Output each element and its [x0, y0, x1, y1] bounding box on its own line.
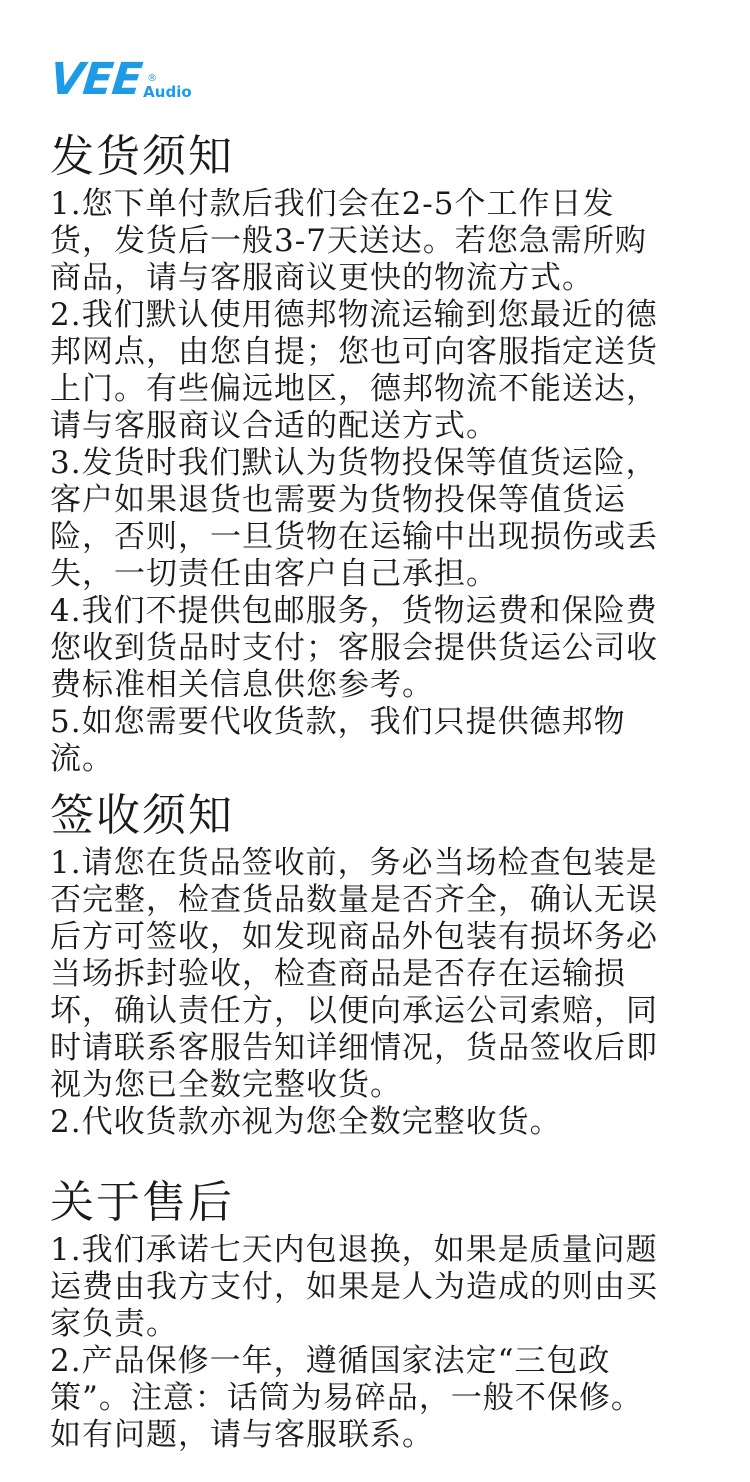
- paragraph-item: 1.我们承诺七天内包退换，如果是质量问题 运费由我方支付，如果是人为造成的则由买 家负责。: [50, 1232, 658, 1342]
- logo-wordmark: VEE: [47, 54, 144, 105]
- section-receiving-notice: [50, 787, 700, 1141]
- section-title: 发货须知: [50, 131, 234, 182]
- paragraph-item: 4.我们不提供包邮服务，货物运费和保险费 您收到货品时支付；客服会提供货运公司收 费标准相关信息供您参考。: [50, 593, 658, 703]
- paragraph-item: 1.您下单付款后我们会在2-5个工作日发 货，发货后一般3-7天送达。若您急需所购 商品，请与客服商议更快的物流方式。: [50, 186, 647, 296]
- section-after-sales: [50, 1174, 700, 1454]
- logo-registered-mark: ®: [147, 73, 158, 84]
- paragraph-item: 2.产品保修一年，遵循国家法定“三包政 策”。注意：话筒为易碎品，一般不保修。 如有问题，请与客服联系。: [50, 1343, 643, 1453]
- paragraph-item: 2.代收货款亦视为您全数完整收货。: [50, 1104, 562, 1140]
- section-title: 关于售后: [50, 1177, 234, 1228]
- paragraph-item: 2.我们默认使用德邦物流运输到您最近的德 邦网点，由您自提；您也可向客服指定送货 上门。有些偏远地区，德邦物流不能送达， 请与客服商议合适的配送方式。: [50, 297, 658, 444]
- brand-logo: [47, 54, 192, 105]
- paragraph-item: 1.请您在货品签收前，务必当场检查包装是 否完整，检查货品数量是否齐全，确认无误 后方可签收，如发现商品外包装有损坏务必 当场拆封验收，检查商品是否存在运输损 坏，确认责任方，以便向承运公司索赔，同 时请联系客服告知详细情况，货品签收后即 视为您已全数完整收货。: [50, 845, 658, 1103]
- logo-side: [143, 60, 191, 100]
- paragraph-item: 5.如您需要代收货款，我们只提供德邦物 流。: [50, 704, 626, 777]
- section-shipping-notice: [50, 128, 700, 778]
- section-title: 签收须知: [50, 790, 234, 841]
- logo-audio-text: Audio: [143, 83, 192, 101]
- paragraph-item: 3.发货时我们默认为货物投保等值货运险， 客户如果退货也需要为货物投保等值货运 险，否则，一旦货物在运输中出现损伤或丢 失，一切责任由客户自己承担。: [50, 445, 658, 592]
